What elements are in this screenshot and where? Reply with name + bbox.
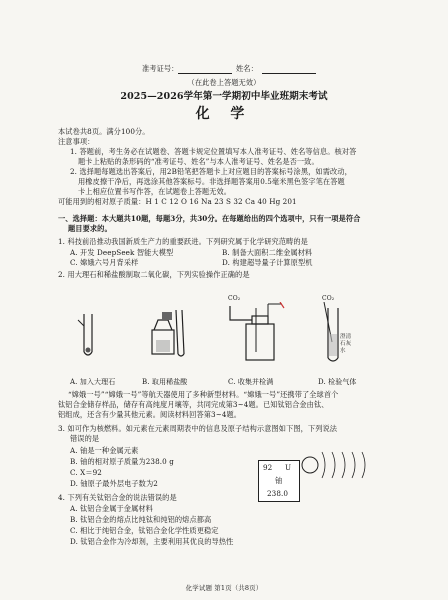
q3-option-b: B. 铀的相对原子质量为238.0 g <box>70 457 174 466</box>
subject-title: 化 学 <box>195 106 253 122</box>
q4-option-a: A. 钛铝合金属于金属材料 <box>70 504 153 513</box>
figure-collect-gas <box>222 302 292 364</box>
exam-title: 2025—2026学年第一学期初中毕业班期末考试 <box>120 91 328 102</box>
q4-option-c: C. 相比于纯铝合金，钛铝合金化学性质更稳定 <box>70 526 219 535</box>
limewater-label: 澄清石灰水 <box>340 334 352 354</box>
q3-stem-cont: 错误的是 <box>70 434 100 443</box>
figure-add-marble <box>70 312 110 362</box>
q3-option-d: D. 铀原子最外层电子数为2 <box>70 479 158 488</box>
note-line: 题卡上粘贴的条形码的“准考证号、姓名”与本人准考证号、姓名是否一致。 <box>78 157 319 166</box>
atomic-masses: 可能用到的相对原子质量：H 1 C 12 O 16 Na 23 S 32 Ca 40 Hg 201 <box>58 197 297 206</box>
section-heading-cont: 题目要求的。 <box>68 224 112 233</box>
passage-line: 钛铝合金储存样品，储存有高纯度月壤等，共同完成第3~4题。已知钛铝合金由钛、 <box>58 400 329 409</box>
page-footer: 化学试题 第1页（共8页） <box>185 584 263 592</box>
passage-line: “嫦娥一号”“嫦娥一号”等航天器使用了多种新型材料。“嫦娥一号”还携带了全球首个 <box>68 390 339 399</box>
q1-option-d: D. 构建超导量子计算原型机 <box>222 258 313 267</box>
q4-option-b: B. 钛铝合金的熔点比纯钛和纯铝的熔点都高 <box>70 515 212 524</box>
q2-option-b: B. 取用稀盐酸 <box>142 378 188 386</box>
element-name: 铀 <box>275 476 283 485</box>
atom-structure-diagram <box>298 440 378 490</box>
note-line: 用橡皮擦干净后，再选涂其他答案标号。非选择题答案用0.5毫米黑色签字笔在答题 <box>78 177 345 186</box>
name-label: 姓名： <box>236 64 258 73</box>
q3-option-a: A. 铀是一种金属元素 <box>70 446 139 455</box>
answer-note: （在此卷上答题无效） <box>187 78 261 87</box>
q1-stem: 1. 科技前沿推动我国新质生产力的重要跃进。下列研究属于化学研究范畴的是 <box>58 237 308 246</box>
exam-no-blank <box>178 73 232 74</box>
name-blank <box>262 73 316 74</box>
exam-no-label: 准考证号： <box>142 64 179 73</box>
q1-option-c: C. 嫦娥六号月背采样 <box>70 258 139 267</box>
q3-option-c: C. X＝92 <box>70 468 102 477</box>
element-symbol: U <box>285 463 292 472</box>
q2-option-d: D. 检验气体 <box>318 378 357 386</box>
section-heading: 一、选择题：本大题共10题，每题3分，共30分。在每题给出的四个选项中，只有一项是符合 <box>58 214 361 223</box>
note-line: 卡上相应位置书写作答，在试题卷上答题无效。 <box>78 187 232 196</box>
note-line: 2. 选择题每题选出答案后，用2B铅笔把答题卡上对应题目的答案标号涂黑，如需改动， <box>70 167 352 176</box>
q1-option-b: B. 制备大面积二维金属材料 <box>222 248 313 257</box>
element-card <box>258 460 300 502</box>
figure-take-acid <box>142 300 202 362</box>
q1-option-a: A. 开发 DeepSeek 智能大模型 <box>70 248 174 257</box>
q2-stem: 2. 用大理石和稀盐酸制取二氧化碳，下列实验操作正确的是 <box>58 270 250 279</box>
q2-option-a: A. 加入大理石 <box>70 378 116 386</box>
pages-score: 本试卷共8页。满分100分。 <box>58 127 150 136</box>
q4-option-d: D. 钛铝合金作为冷却剂，主要利用其优良的导热性 <box>70 537 234 546</box>
note-line: 1. 答题前，考生务必在试题卷、答题卡规定位置填写本人准考证号、姓名等信息。核对答 <box>70 147 357 156</box>
notes-heading: 注意事项： <box>58 137 95 146</box>
q3-stem: 3. 如可作为核燃料。如元素在元素周期表中的信息及原子结构示意图如下图，下列说法 <box>58 424 338 433</box>
element-number: 92 <box>263 463 273 472</box>
q4-stem: 4. 下列有关钛铝合金的说法错误的是 <box>58 493 177 502</box>
passage-line: 铝组成，还含有少量其他元素。阅读材料回答第3~4题。 <box>58 410 242 419</box>
co2-label-c: CO₂ <box>228 295 241 302</box>
co2-label-d: CO₂ <box>322 295 335 302</box>
element-mass: 238.0 <box>267 489 289 498</box>
q2-option-c: C. 收集并检满 <box>228 378 274 386</box>
